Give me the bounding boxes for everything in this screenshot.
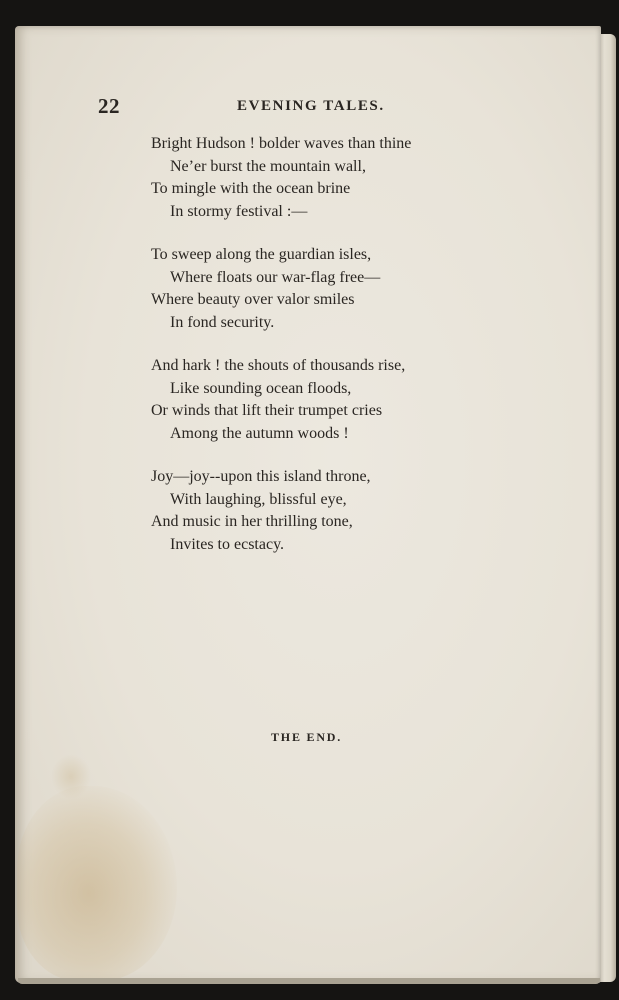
poem-line: Joy—joy--upon this island throne,: [151, 468, 371, 485]
poem-line: Invites to ecstacy.: [170, 535, 285, 553]
poem-line: Like sounding ocean floods,: [170, 379, 352, 397]
page-header: [15, 94, 601, 118]
stanza: [151, 133, 551, 223]
stanza: [151, 466, 551, 556]
paper-stain: [17, 786, 177, 981]
poem: [151, 133, 551, 577]
page-bottom-edge: [18, 978, 600, 984]
poem-line: Or winds that lift their trumpet cries: [151, 402, 383, 419]
poem-line: In fond security.: [170, 313, 275, 331]
poem-line: Bright Hudson ! bolder waves than thine: [151, 135, 412, 152]
poem-line: With laughing, blissful eye,: [170, 490, 347, 508]
poem-line: Where beauty over valor smiles: [151, 291, 355, 308]
poem-line: Ne’er burst the mountain wall,: [170, 157, 366, 175]
running-head: EVENING TALES.: [237, 98, 385, 114]
poem-line: And music in her thrilling tone,: [151, 513, 353, 530]
poem-line: And hark ! the shouts of thousands rise,: [151, 357, 406, 374]
poem-line: Where floats our war-flag free—: [170, 268, 381, 286]
poem-line: To mingle with the ocean brine: [151, 180, 351, 197]
stanza: [151, 244, 551, 334]
stanza: [151, 355, 551, 445]
poem-line: In stormy festival :—: [170, 202, 308, 220]
page-number: 22: [98, 94, 120, 118]
the-end: THE END.: [271, 730, 343, 744]
page: [15, 26, 601, 983]
poem-line: Among the autumn woods !: [170, 424, 349, 442]
poem-line: To sweep along the guardian isles,: [151, 246, 372, 263]
